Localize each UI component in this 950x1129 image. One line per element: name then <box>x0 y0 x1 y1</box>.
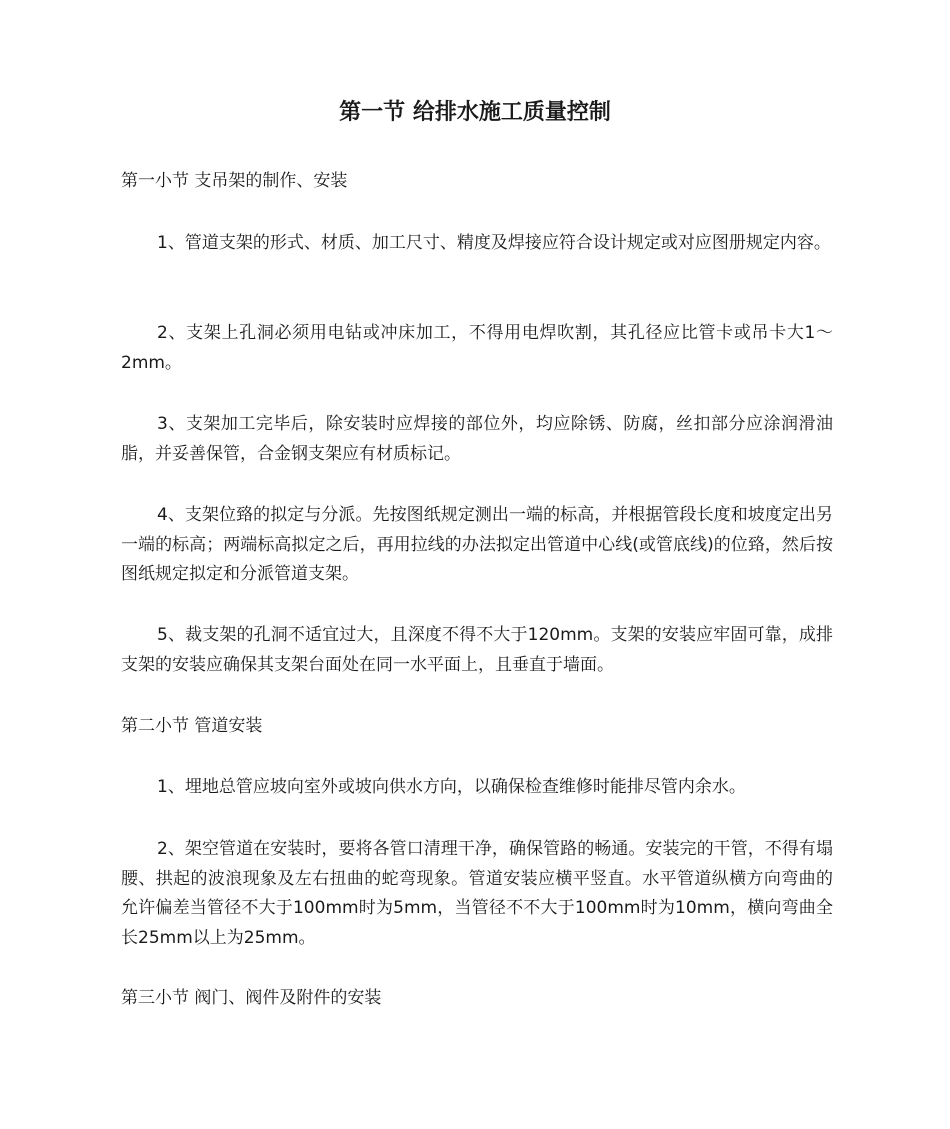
paragraph-1-3: 3、支架加工完毕后，除安装时应焊接的部位外，均应除锈、防腐，丝扣部分应涂润滑油脂，并妥善保管，合金钢支架应有材质标记。 <box>121 414 833 464</box>
paragraph-1-1: 1、管道支架的形式、材质、加工尺寸、精度及焊接应符合设计规定或对应图册规定内容。 <box>157 233 831 253</box>
paragraph-1-4: 4、支架位臵的拟定与分派。先按图纸规定测出一端的标高，并根据管段长度和坡度定出另一端的标高；两端标高拟定之后，再用拉线的办法拟定出管道中心线(或管底线)的位臵，然后按图纸规定拟定和分派管道支架。 <box>121 505 833 584</box>
section-heading-2: 第二小节 管道安装 <box>121 716 263 736</box>
section-heading-1: 第一小节 支吊架的制作、安装 <box>121 171 348 191</box>
paragraph-1-2: 2、支架上孔洞必须用电钻或冲床加工，不得用电焊吹割，其孔径应比管卡或吊卡大1～2mm。 <box>121 323 833 373</box>
paragraph-2-1: 1、埋地总管应坡向室外或坡向供水方向，以确保检查维修时能排尽管内余水。 <box>157 777 746 797</box>
section-heading-3: 第三小节 阀门、阀件及附件的安装 <box>121 988 382 1008</box>
paragraph-1-5: 5、裁支架的孔洞不适宜过大，且深度不得不大于120mm。支架的安装应牢固可靠，成排支架的安装应确保其支架台面处在同一水平面上，且垂直于墙面。 <box>121 625 833 675</box>
page-title: 第一节 给排水施工质量控制 <box>339 100 611 125</box>
paragraph-2-2: 2、架空管道在安装时，要将各管口清理干净，确保管路的畅通。安装完的干管，不得有塌腰、拱起的波浪现象及左右扭曲的蛇弯现象。管道安装应横平竖直。水平管道纵横方向弯曲的允许偏差当管径不大于100mm时为5mm，当管径不不大于100mm时为10mm，横向弯曲全长25mm以上为25mm。 <box>121 839 833 948</box>
